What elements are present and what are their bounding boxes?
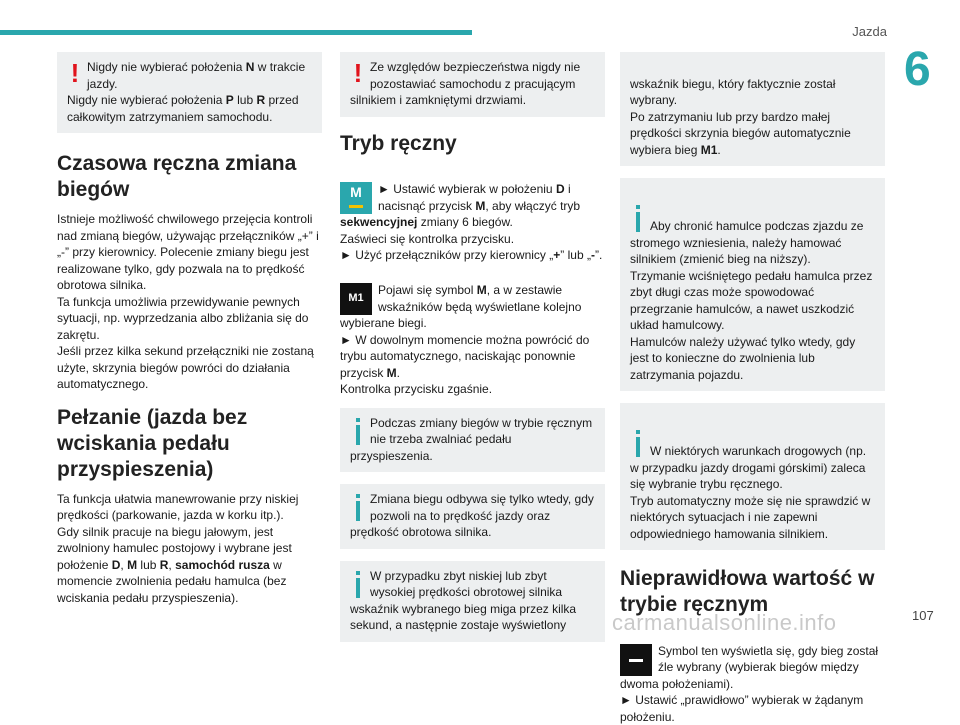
- info-box-rpm: [340, 561, 605, 642]
- m-button-icon: M: [340, 182, 372, 214]
- header-accent-bar: [0, 30, 472, 35]
- warning-icon: !: [353, 58, 363, 88]
- warning-text: Nigdy nie wybierać położenia: [87, 60, 246, 74]
- page-number: 107: [912, 608, 934, 623]
- paragraph-wrong-value: Symbol ten wyświetla się, gdy bieg został źle wybrany (wybierak biegów między dwoma położeniami). ► Ustawić „prawidłowo” wybierak w żądanym położeniu.: [620, 643, 879, 724]
- warning-text: lub: [233, 93, 257, 107]
- heading-temporary-manual: Czasowa ręczna zmiana biegów: [57, 152, 297, 201]
- column-middle: [340, 52, 605, 654]
- watermark: carmanualsonline.info: [612, 610, 837, 635]
- warning-text: Ze względów bezpieczeństwa nigdy nie pozostawiać samochodu z pracującym silnikiem i zamkniętymi drzwiami.: [350, 60, 581, 107]
- info-box-road-conditions: [620, 403, 885, 550]
- warning-text: Nigdy nie wybierać położenia: [67, 93, 226, 107]
- info-text: wskaźnik biegu, który faktycznie został wybrany. Po zatrzymaniu lub przy bardzo małej prędkości skrzynia biegów automatycznie wybiera bieg: [630, 76, 851, 157]
- info-icon: [630, 427, 646, 459]
- info-text: Podczas zmiany biegów w trybie ręcznym nie trzeba zwalniać pedału przyspieszenia.: [350, 415, 593, 463]
- info-icon: [350, 568, 366, 600]
- info-box-accelerator: [340, 408, 605, 473]
- paragraph-manual-mode-1: M ► Ustawić wybierak w położeniu D i nacisnąć przycisk M, aby włączyć tryb sekwencyjnej zmiany 6 biegów. Zaświeci się kontrolka przycisku. ► Użyć przełączników przy kierownicy „+” lub „-”.: [340, 182, 603, 262]
- wrong-gear-icon: [620, 644, 652, 676]
- chapter-number: 6: [904, 43, 931, 96]
- info-icon: [350, 415, 366, 447]
- info-text: Aby chronić hamulce podczas zjazdu ze stromego wzniesienia, należy hamować silnikiem (zmienić bieg na niższy). Trzymanie wciśniętego pedału hamulca przez zbyt długi czas może spowodować przegrzanie hamulców, a nawet uszkodzić układ hamulcowy. Hamulców należy używać tylko wtedy, gdy jest to konieczne do zwolnienia lub zatrzymania pojazdu.: [630, 219, 873, 382]
- column-left: [57, 52, 322, 606]
- paragraph-creep: Ta funkcja ułatwia manewrowanie przy niskiej prędkości (parkowanie, jazda w korku itp.). Gdy silnik pracuje na biegu jałowym, jest zwolniony hamulec postojowy i wybrane jest położenie D, M lub R, samochód rusza w momencie zwolnienia pedału hamulca (bez wciskania pedału przyspieszenia).: [57, 491, 299, 605]
- section-title: Jazda: [852, 24, 887, 39]
- info-text: W niektórych warunkach drogowych (np. w przypadku jazdy drogami górskimi) zaleca się wybranie trybu ręcznego. Tryb automatyczny może się nie sprawdzić w niektórych sytuacjach i nie zapewni odpowiedniego hamowania silnikiem.: [630, 444, 871, 541]
- info-box-gear-change: [340, 484, 605, 549]
- heading-manual-mode: Tryb ręczny: [340, 131, 457, 155]
- info-text-bold: M1: [700, 142, 718, 157]
- paragraph-manual-mode-2: M1 Pojawi się symbol M, a w zestawie wskaźników będą wyświetlane kolejno wybierane biegi. ► W dowolnym momencie można powrócić do trybu automatycznego, naciskając ponownie przycisk M. Kontrolka przycisku zgaśnie.: [340, 283, 590, 396]
- warning-box-gear: [57, 52, 322, 133]
- warning-text-bold: P: [225, 93, 234, 107]
- paragraph-temporary-manual: Istnieje możliwość chwilowego przejęcia kontroli nad zmianą biegów, używając przełączników „+” i „-” przy kierownicy. Polecenie zmiany biegu jest realizowane tylko, gdy pozwala na to prędkość obrotowa silnika. Ta funkcja umożliwia przewidywanie pewnych sytuacji, np. wyprzedzania albo zbliżania się do zakrętu. Jeśli przez kilka sekund przełączniki nie zostaną użyte, skrzynia biegów powróci do działania automatycznego.: [57, 212, 319, 391]
- info-icon: [630, 202, 646, 234]
- info-text: .: [717, 142, 721, 157]
- warning-text: przed całkowitym zatrzymaniem samochodu.: [67, 93, 299, 124]
- warning-box-engine: [340, 52, 605, 117]
- info-box-brakes: [620, 178, 885, 391]
- warning-text-bold: R: [256, 93, 266, 107]
- warning-text: w trakcie jazdy.: [87, 60, 306, 91]
- info-icon: [350, 491, 366, 523]
- m1-display-icon: M1: [340, 283, 372, 315]
- info-text: W przypadku zbyt niskiej lub zbyt wysokiej prędkości obrotowej silnika wskaźnik wybranego bieg miga przez kilka sekund, a następnie zostaje wyświetlony: [350, 568, 577, 632]
- info-text: Zmiana biegu odbywa się tylko wtedy, gdy pozwoli na to prędkość jazdy oraz prędkość obrotowa silnika.: [350, 492, 594, 539]
- warning-text-bold: N: [245, 60, 255, 74]
- heading-wrong-value: Nieprawidłowa wartość w trybie ręcznym: [620, 567, 875, 616]
- heading-creep: Pełzanie (jazda bez wciskania pedału przyspieszenia): [57, 405, 248, 481]
- warning-icon: !: [70, 58, 80, 88]
- info-box-continued: [620, 52, 885, 166]
